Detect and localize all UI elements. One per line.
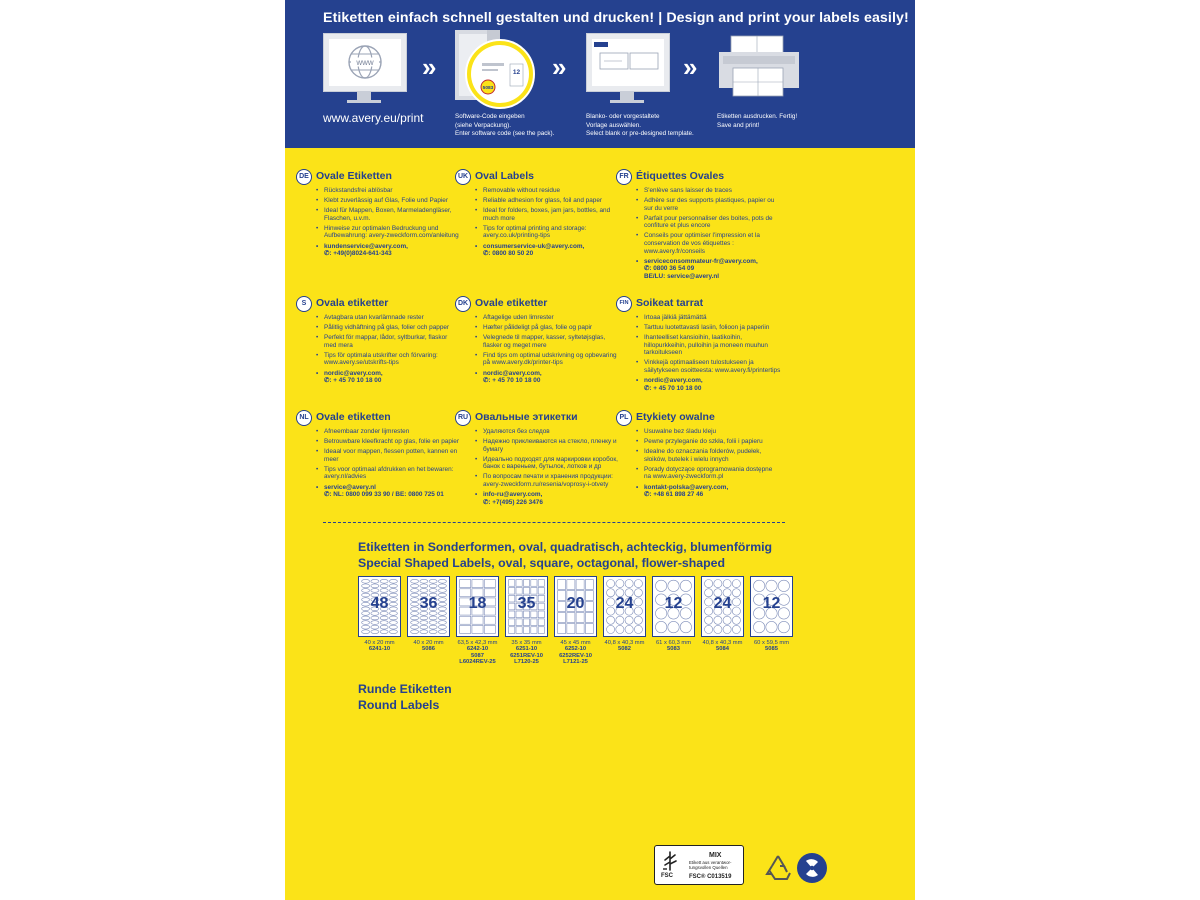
label-cell <box>576 624 584 634</box>
label-cell <box>634 580 642 588</box>
product-code: 5084 <box>716 646 729 653</box>
label-cell <box>362 579 370 583</box>
label-cell <box>371 630 379 634</box>
label-dimensions: 60 x 59,5 mm <box>753 640 790 646</box>
label-cell <box>531 619 537 626</box>
label-cell <box>389 589 397 593</box>
label-cell <box>472 616 483 624</box>
lang-title: Ovale etiketter <box>475 297 548 309</box>
label-cell <box>411 579 419 583</box>
label-dimensions: 61 x 60,3 mm <box>655 640 692 646</box>
label-cell <box>438 584 446 588</box>
label-cell <box>371 589 379 593</box>
label-cell <box>634 616 642 624</box>
label-cell <box>538 580 544 587</box>
label-cell <box>509 587 515 594</box>
feature-list: • Usuwalne bez śladu kleju • Pewne przyleganie do szkła, folii i papieru • Idealne do oznaczania folderów, pudełek, słoików, butelek i wielu innych • Porady dotyczące oprogramowania dostępne na www.avery-zweckform.pl • kontakt-polska@avery.com, ✆: +48 61 898 27 46 <box>616 428 781 499</box>
label-cell <box>538 627 544 634</box>
label-cell <box>558 580 566 590</box>
language-badge: NL <box>296 410 312 426</box>
product-code: 6252-10 <box>564 646 587 653</box>
label-cell <box>668 580 679 591</box>
lang-title: Soikeat tarrat <box>636 297 704 309</box>
label-cell <box>585 580 593 590</box>
label-cell <box>714 616 722 624</box>
lang-block-nl <box>296 410 461 501</box>
label-cell <box>371 625 379 629</box>
arrow-icon: » <box>552 52 567 82</box>
label-cell <box>516 580 522 587</box>
step-template-text: Blanko- oder vorgestaltete Vorlage auswählen. Select blank or pre-designed template. <box>586 113 694 138</box>
label-cell <box>429 621 437 625</box>
banner-title: Etiketten einfach schnell gestalten und drucken! | Design and print your labels easily! <box>323 10 909 26</box>
label-sheet-tile[interactable] <box>358 576 401 637</box>
label-cell <box>380 625 388 629</box>
label-cell <box>484 616 495 624</box>
step-website <box>323 30 407 108</box>
lang-title: Ovala etiketter <box>316 297 389 309</box>
product-sheet <box>285 0 915 900</box>
label-cell <box>516 627 522 634</box>
label-cell <box>420 630 428 634</box>
product-code: 6242-10 <box>466 646 489 653</box>
label-cell <box>754 621 765 632</box>
label-cell <box>460 580 471 588</box>
label-cell <box>723 580 731 588</box>
label-cell <box>362 630 370 634</box>
label-cell <box>576 613 584 623</box>
contact-info: • info-ru@avery.com, ✆: +7(495) 226 3476 <box>475 491 620 506</box>
label-sheet-tile[interactable] <box>701 576 744 637</box>
label-cell <box>429 579 437 583</box>
green-dot-icon <box>796 852 828 884</box>
label-cell <box>389 579 397 583</box>
label-count: 35 <box>517 595 536 612</box>
contact-info: • kontakt-polska@avery.com, ✆: +48 61 898 27 46 <box>636 484 781 499</box>
label-cell <box>567 613 575 623</box>
label-cell <box>680 621 691 632</box>
label-cell <box>634 625 642 633</box>
label-cell <box>714 625 722 633</box>
label-cell <box>380 630 388 634</box>
label-cell <box>723 625 731 633</box>
label-cell <box>509 619 515 626</box>
label-cell <box>362 589 370 593</box>
contact-info: • serviceconsommateur-fr@avery.com, ✆: 0800 36 54 09 BE/LU: service@avery.nl <box>636 258 781 281</box>
label-cell <box>531 627 537 634</box>
label-cell <box>420 621 428 625</box>
label-cell <box>766 580 777 591</box>
label-cell <box>460 625 471 633</box>
label-cell <box>732 625 740 633</box>
label-cell <box>429 584 437 588</box>
arrow-icon: » <box>422 52 437 82</box>
label-cell <box>420 584 428 588</box>
label-cell <box>705 616 713 624</box>
label-count: 12 <box>664 595 683 612</box>
label-cell <box>625 616 633 624</box>
label-cell <box>362 616 370 620</box>
label-cell <box>523 619 529 626</box>
label-cell <box>531 580 537 587</box>
label-sheet-tile[interactable] <box>407 576 450 637</box>
label-cell <box>680 580 691 591</box>
monitor-icon <box>323 33 407 92</box>
contact-info: • kundenservice@avery.com, ✆: +49(0)8024-641-343 <box>316 243 461 258</box>
product-caption <box>749 640 795 653</box>
language-badge: RU <box>455 410 471 426</box>
label-cell <box>509 627 515 634</box>
label-cell <box>484 580 495 588</box>
label-cell <box>389 630 397 634</box>
step-software-code-text: Software-Code eingeben (siehe Verpackung). Enter software code (see the pack). <box>455 113 555 138</box>
label-dimensions: 40,8 x 40,3 mm <box>604 640 645 646</box>
arrow-icon: » <box>683 52 698 82</box>
label-cell <box>438 616 446 620</box>
product-code: 5082 <box>618 646 631 653</box>
language-badge: DK <box>455 296 471 312</box>
label-cell <box>411 584 419 588</box>
monitor-icon <box>586 33 670 92</box>
feature-list: • Удаляются без следов • Надежно приклеиваются на стекло, пленку и бумагу • Идеально подходят для маркировки коробок, банок с вареньем, бутылок, лотков и др • По вопросам печати и хранения продукции: avery-zweckform.ru/resenia/voprosy-i-otvety • info-ru@avery.com, ✆: +7(495) 226 3476 <box>455 428 620 506</box>
language-badge: S <box>296 296 312 312</box>
product-code: 6251-10 <box>515 646 538 653</box>
lang-title: Ovale etiketten <box>316 411 391 423</box>
label-sheet-tile[interactable] <box>652 576 695 637</box>
feature-list: • Avtagbara utan kvarlämnade rester • Pålitlig vidhäftning på glas, folier och papper • Perfekt för mappar, lådor, syltburkar, flaskor med mera • Tips för optimala utskrifter och förvaring: www.avery.se/utskrifts-tips • nordic@avery.com, ✆: + 45 70 10 18 00 <box>296 314 461 385</box>
label-pack-icon <box>455 30 537 112</box>
language-badge: DE <box>296 169 312 185</box>
label-cell <box>429 616 437 620</box>
label-cell <box>438 621 446 625</box>
label-cell <box>429 589 437 593</box>
label-cell <box>371 616 379 620</box>
label-cell <box>389 625 397 629</box>
recycle-icon <box>763 852 793 882</box>
label-cell <box>766 621 777 632</box>
fsc-tree-icon <box>659 850 681 872</box>
label-cell <box>362 625 370 629</box>
label-cell <box>484 625 495 633</box>
language-badge: FR <box>616 169 632 185</box>
svg-text:5083: 5083 <box>482 86 494 91</box>
product-caption <box>602 640 648 653</box>
label-cell <box>607 625 615 633</box>
label-cell <box>460 616 471 624</box>
label-cell <box>438 625 446 629</box>
product-code: 6241-10 <box>368 646 391 653</box>
label-cell <box>576 580 584 590</box>
section-divider <box>323 522 785 523</box>
round-range-title: Runde Etiketten Round Labels <box>358 682 452 712</box>
lang-block-fin <box>616 296 781 395</box>
label-cell <box>438 579 446 583</box>
feature-list: • Irtoaa jälkiä jättämättä • Tarttuu luotettavasti lasiin, folioon ja paperiin • Ihanteelliset kansioihin, laatikoihin, hillopurkkeihin, pulloihin ja moneen muuhun tarkoitukseen • Vinkkejä optimaaliseen tulostukseen ja säilytykseen osoitteesta: www.avery.fi/printertips • nordic@avery.com, ✆: + 45 70 10 18 00 <box>616 314 781 392</box>
label-count: 24 <box>615 595 634 612</box>
label-cell <box>732 616 740 624</box>
lang-block-fr <box>616 169 781 283</box>
label-cell <box>723 616 731 624</box>
label-sheet-tile[interactable] <box>554 576 597 637</box>
lang-block-pl <box>616 410 781 501</box>
lang-title: Étiquettes Ovales <box>636 170 725 182</box>
step-print-text: Etiketten ausdrucken. Fertig! Save and print! <box>717 113 798 129</box>
label-cell <box>420 616 428 620</box>
lang-block-s <box>296 296 461 387</box>
label-cell <box>420 589 428 593</box>
label-count: 36 <box>419 595 438 612</box>
product-caption <box>357 640 403 653</box>
label-cell <box>411 616 419 620</box>
label-cell <box>516 587 522 594</box>
label-cell <box>429 625 437 629</box>
svg-text:www: www <box>356 58 374 67</box>
label-cell <box>656 621 667 632</box>
label-cell <box>438 589 446 593</box>
label-cell <box>389 621 397 625</box>
label-count: 20 <box>566 595 585 612</box>
product-caption <box>553 640 599 666</box>
label-cell <box>380 621 388 625</box>
label-cell <box>509 580 515 587</box>
label-cell <box>472 625 483 633</box>
label-cell <box>607 616 615 624</box>
label-cell <box>380 579 388 583</box>
label-cell <box>380 584 388 588</box>
label-cell <box>778 580 789 591</box>
product-code: 5085 <box>765 646 778 653</box>
lang-block-de <box>296 169 461 260</box>
label-cell <box>538 619 544 626</box>
label-cell <box>389 616 397 620</box>
label-cell <box>438 630 446 634</box>
special-range-title: Etiketten in Sonderformen, oval, quadratisch, achteckig, blumenförmig Special Shaped Labels, oval, square, octagonal, flower-shaped <box>358 540 773 570</box>
label-cell <box>411 625 419 629</box>
lang-title: Oval Labels <box>475 170 534 182</box>
product-code: L7120-25 <box>514 659 539 666</box>
contact-info: • nordic@avery.com, ✆: + 45 70 10 18 00 <box>316 370 461 385</box>
label-cell <box>472 580 483 588</box>
label-cell <box>656 580 667 591</box>
product-code: 5087 <box>471 652 484 659</box>
product-code: 5086 <box>422 646 435 653</box>
label-cell <box>411 621 419 625</box>
label-cell <box>389 584 397 588</box>
svg-text:12: 12 <box>512 69 521 76</box>
label-cell <box>538 587 544 594</box>
label-dimensions: 40 x 20 mm <box>413 640 444 646</box>
product-code: L6024REV-25 <box>459 659 496 666</box>
product-caption <box>651 640 697 653</box>
label-cell <box>567 624 575 634</box>
label-cell <box>616 580 624 588</box>
label-cell <box>778 621 789 632</box>
label-cell <box>371 579 379 583</box>
label-cell <box>585 613 593 623</box>
feature-list: • S'enlève sans laisser de traces • Adhère sur des supports plastiques, papier ou sur du verre • Parfait pour personnaliser des boites, pots de confiture et plus encore • Conseils pour optimiser l'impression et la conservation de vos étiquettes : www.avery.fr/conseils • serviceconsommateur-fr@avery.com, ✆: 0800 36 54 09 BE/LU: service@avery.nl <box>616 187 781 281</box>
label-cell <box>567 580 575 590</box>
label-cell <box>411 589 419 593</box>
contact-info: • nordic@avery.com, ✆: + 45 70 10 18 00 <box>636 377 781 392</box>
label-cell <box>625 580 633 588</box>
label-cell <box>558 613 566 623</box>
product-code: 6251REV-10 <box>510 652 543 659</box>
language-badge: FIN <box>616 296 632 312</box>
printer-icon <box>717 30 801 104</box>
label-cell <box>420 625 428 629</box>
lang-block-ru <box>455 410 620 509</box>
label-cell <box>531 587 537 594</box>
label-dimensions: 45 x 45 mm <box>560 640 591 646</box>
label-cell <box>516 619 522 626</box>
label-cell <box>411 630 419 634</box>
label-sheet-tile[interactable] <box>456 576 499 637</box>
language-badge: PL <box>616 410 632 426</box>
label-cell <box>705 580 713 588</box>
label-cell <box>523 627 529 634</box>
feature-list: • Aftagelige uden limrester • Hæfter pålideligt på glas, folie og papir • Velegnede til mapper, kasser, syltetøjsglas, flasker og meget mere • Find tips om optimal udskrivning og opbevaring på www.avery.dk/printer-tips • nordic@avery.com, ✆: + 45 70 10 18 00 <box>455 314 620 385</box>
label-cell <box>732 580 740 588</box>
label-cell <box>362 584 370 588</box>
product-caption <box>406 640 452 653</box>
label-count: 12 <box>762 595 781 612</box>
product-code: L7121-25 <box>563 659 588 666</box>
step-template <box>586 30 670 108</box>
label-cell <box>371 621 379 625</box>
avery-print-link[interactable]: www.avery.eu/print <box>323 111 424 125</box>
label-count: 48 <box>370 595 389 612</box>
lang-title: Etykiety owalne <box>636 411 715 423</box>
label-cell <box>585 624 593 634</box>
product-caption <box>504 640 550 666</box>
label-sheet-tile[interactable] <box>750 576 793 637</box>
label-cell <box>668 621 679 632</box>
label-cell <box>523 587 529 594</box>
label-cell <box>607 580 615 588</box>
instructions-banner <box>285 0 915 148</box>
label-cell <box>523 580 529 587</box>
product-code: 5083 <box>667 646 680 653</box>
feature-list: • Afneembaar zonder lijmresten • Betrouwbare kleefkracht op glas, folie en papier • Ideaal voor mappen, flessen potten, kannen en meer • Tips voor optimaal afdrukken en het bewaren: avery.nl/advies • service@avery.nl ✆: NL: 0800 099 33 90 / BE: 0800 725 01 <box>296 428 461 499</box>
label-cell <box>380 616 388 620</box>
label-sheet-tile[interactable] <box>505 576 548 637</box>
contact-info: • consumerservice-uk@avery.com, ✆: 0800 80 50 20 <box>475 243 620 258</box>
globe-icon <box>329 39 401 86</box>
product-caption <box>455 640 501 666</box>
fsc-certificate: FSC MIX Etikett aus verantwor-tungsvollen Quellen FSC® C013519 <box>654 845 744 885</box>
label-dimensions: 40 x 20 mm <box>364 640 395 646</box>
lang-title: Ovale Etiketten <box>316 170 392 182</box>
label-cell <box>429 630 437 634</box>
label-sheet-tile[interactable] <box>603 576 646 637</box>
label-cell <box>380 589 388 593</box>
label-count: 18 <box>468 595 487 612</box>
label-dimensions: 40,8 x 40,3 mm <box>702 640 743 646</box>
step-software-code <box>455 30 537 112</box>
label-cell <box>705 625 713 633</box>
lang-block-uk <box>455 169 620 260</box>
label-cell <box>616 625 624 633</box>
contact-info: • nordic@avery.com, ✆: + 45 70 10 18 00 <box>475 370 620 385</box>
product-code: 6252REV-10 <box>559 652 592 659</box>
feature-list: • Removable without residue • Reliable adhesion for glass, foil and paper • Ideal for folders, boxes, jam jars, bottles, and much more • Tips for optimal printing and storage: avery.co.uk/printing-tips • consumerservice-uk@avery.com, ✆: 0800 80 50 20 <box>455 187 620 258</box>
label-cell <box>754 580 765 591</box>
label-cell <box>558 624 566 634</box>
template-preview-icon <box>592 39 664 86</box>
language-badge: UK <box>455 169 471 185</box>
label-cell <box>616 616 624 624</box>
label-cell <box>362 621 370 625</box>
product-caption <box>700 640 746 653</box>
label-cell <box>371 584 379 588</box>
label-count: 24 <box>713 595 732 612</box>
label-dimensions: 35 x 35 mm <box>511 640 542 646</box>
label-cell <box>714 580 722 588</box>
label-cell <box>420 579 428 583</box>
lang-block-dk <box>455 296 620 387</box>
feature-list: • Rückstandsfrei ablösbar • Klebt zuverlässig auf Glas, Folie und Papier • Ideal für Mappen, Boxen, Marmeladengläser, Flaschen, u.v.m. • Hinweise zur optimalen Bedruckung und Aufbewahrung: avery-zweckform.com/anleitung • kundenservice@avery.com, ✆: +49(0)8024-641-343 <box>296 187 461 258</box>
label-dimensions: 63,5 x 42,3 mm <box>457 640 498 646</box>
label-cell <box>625 625 633 633</box>
contact-info: • service@avery.nl ✆: NL: 0800 099 33 90 / BE: 0800 725 01 <box>316 484 461 499</box>
lang-title: Овальные этикетки <box>475 411 578 423</box>
step-print <box>717 30 801 108</box>
